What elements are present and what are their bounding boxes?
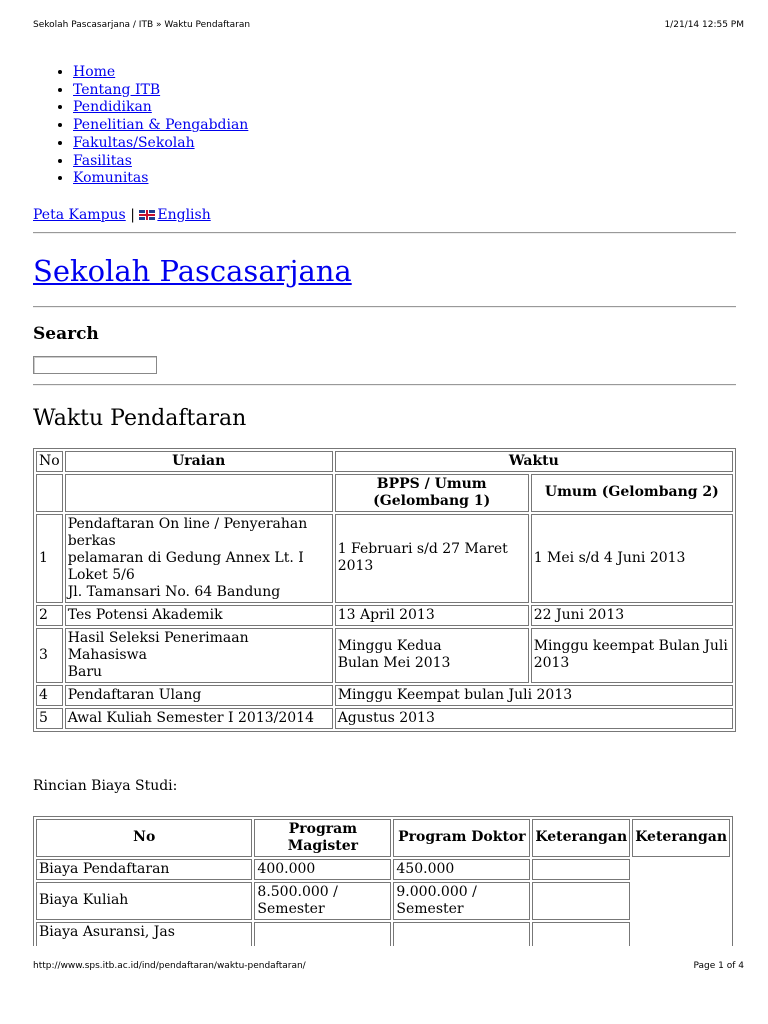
empty-cell [65, 474, 333, 512]
nav-link-penelitian[interactable]: Penelitian & Pengabdian [73, 117, 249, 134]
print-header [33, 20, 744, 34]
nav-item-fasilitas [73, 153, 736, 171]
page-title: Waktu Pendaftaran [33, 405, 247, 431]
header-gelombang-1-line1: BPPS / Umum [376, 475, 487, 492]
row-uraian-line: Loket 5/6 [67, 566, 135, 583]
print-footer [33, 961, 744, 975]
row-gelombang-1: 13 April 2013 [335, 605, 529, 626]
nav-item-penelitian [73, 117, 736, 135]
header-no: No [36, 819, 252, 857]
row-no: 3 [36, 628, 63, 683]
row-uraian-line: Hasil Seleksi Penerimaan Mahasiswa [67, 629, 249, 663]
row-uraian-line: pelamaran di Gedung Annex Lt. I [67, 549, 304, 566]
divider [33, 306, 736, 308]
row-uraian: Tes Potensi Akademik [65, 605, 333, 626]
english-link-label: English [157, 206, 211, 223]
row-magister [254, 882, 391, 920]
rincian-label: Rincian Biaya Studi: [33, 777, 178, 794]
table-row [36, 859, 730, 880]
main-navigation [33, 64, 736, 188]
empty-cell [36, 474, 63, 512]
row-keterangan [532, 922, 630, 946]
table-row [36, 882, 730, 920]
row-no: 1 [36, 514, 63, 603]
table-row [36, 708, 733, 729]
nav-link-home[interactable]: Home [73, 64, 116, 80]
row-gel2-line: 2013 [533, 655, 570, 672]
table-header-row [36, 451, 733, 472]
row-item: Biaya Asuransi, Jas [36, 922, 252, 946]
site-title [33, 254, 736, 288]
schedule-table [33, 448, 736, 732]
row-gelombang-2 [531, 628, 733, 683]
row-uraian-line: Baru [67, 663, 103, 680]
search-heading: Search [33, 323, 99, 344]
header-gelombang-2: Umum (Gelombang 2) [531, 474, 733, 512]
print-footer-url: http://www.sps.itb.ac.id/ind/pendaftaran/waktu-pendaftaran/ [33, 961, 306, 971]
row-gel1-line: 1 Februari s/d 27 Maret [337, 541, 508, 558]
divider [33, 232, 736, 234]
print-header-title: Sekolah Pascasarjana / ITB » Waktu Pendaftaran [33, 20, 251, 30]
nav-link-tentang-itb[interactable]: Tentang ITB [73, 81, 161, 98]
print-footer-page: Page 1 of 4 [693, 961, 744, 971]
row-waktu: Minggu Keempat bulan Juli 2013 [335, 685, 733, 706]
header-doktor: Program Doktor [393, 819, 530, 857]
row-magister-line: Semester [257, 900, 325, 917]
table-header-row [36, 819, 730, 857]
row-keterangan [532, 859, 630, 880]
row-doktor-line: 9.000.000 / [396, 883, 477, 900]
header-keterangan-2: Keterangan [632, 819, 730, 857]
row-keterangan [532, 882, 630, 920]
english-link[interactable] [139, 207, 210, 223]
header-gelombang-1-line2: (Gelombang 1) [373, 492, 491, 509]
row-no: 4 [36, 685, 63, 706]
row-gelombang-2: 1 Mei s/d 4 Juni 2013 [531, 514, 733, 603]
nav-link-komunitas[interactable]: Komunitas [73, 170, 149, 187]
page-content [33, 64, 736, 946]
row-uraian: Awal Kuliah Semester I 2013/2014 [65, 708, 333, 729]
row-magister: 400.000 [254, 859, 391, 880]
table-row [36, 514, 733, 603]
row-item: Biaya Kuliah [36, 882, 252, 920]
header-keterangan: Keterangan [532, 819, 630, 857]
empty-cell [632, 859, 730, 946]
row-gel2-line: Minggu keempat Bulan Juli [533, 638, 728, 655]
print-header-datetime: 1/21/14 12:55 PM [664, 20, 744, 30]
header-gelombang-1 [335, 474, 529, 512]
link-separator: | [130, 206, 135, 223]
row-doktor-line: Semester [396, 900, 464, 917]
table-row [36, 922, 730, 946]
campus-map-link[interactable]: Peta Kampus [33, 206, 126, 223]
nav-item-tentang-itb [73, 82, 736, 100]
row-no: 5 [36, 708, 63, 729]
quick-links [33, 206, 736, 224]
header-uraian: Uraian [65, 451, 333, 472]
row-gel1-line: 2013 [337, 558, 374, 575]
cost-table [33, 816, 733, 946]
row-gel1-line: Bulan Mei 2013 [337, 655, 451, 672]
search-input[interactable] [33, 356, 157, 374]
row-uraian-line: berkas [67, 532, 116, 549]
table-subheader-row [36, 474, 733, 512]
header-magister: Program Magister [254, 819, 391, 857]
uk-flag-icon [139, 210, 155, 220]
nav-item-komunitas [73, 170, 736, 188]
row-uraian [65, 628, 333, 683]
divider [33, 384, 736, 386]
row-gel1-line: Minggu Kedua [337, 638, 442, 655]
table-row [36, 628, 733, 683]
nav-link-pendidikan[interactable]: Pendidikan [73, 99, 152, 116]
row-uraian [65, 514, 333, 603]
row-no: 2 [36, 605, 63, 626]
row-waktu: Agustus 2013 [335, 708, 733, 729]
row-doktor [393, 882, 530, 920]
nav-item-pendidikan [73, 99, 736, 117]
row-doktor: 450.000 [393, 859, 530, 880]
row-magister-line: 8.500.000 / [257, 883, 338, 900]
row-gelombang-1 [335, 628, 529, 683]
row-doktor [393, 922, 530, 946]
row-uraian-line: Pendaftaran On line / Penyerahan [67, 515, 308, 532]
row-magister [254, 922, 391, 946]
nav-item-home [73, 64, 736, 82]
row-uraian-line: Jl. Tamansari No. 64 Bandung [67, 583, 281, 600]
row-gelombang-1 [335, 514, 529, 603]
table-row [36, 685, 733, 706]
table-row [36, 605, 733, 626]
header-no: No [36, 451, 63, 472]
site-title-link[interactable]: Sekolah Pascasarjana [33, 253, 352, 288]
row-gelombang-2: 22 Juni 2013 [531, 605, 733, 626]
row-item: Biaya Pendaftaran [36, 859, 252, 880]
nav-item-fakultas [73, 135, 736, 153]
header-waktu: Waktu [335, 451, 733, 472]
nav-link-fakultas[interactable]: Fakultas/Sekolah [73, 134, 195, 151]
row-uraian: Pendaftaran Ulang [65, 685, 333, 706]
nav-link-fasilitas[interactable]: Fasilitas [73, 152, 132, 169]
